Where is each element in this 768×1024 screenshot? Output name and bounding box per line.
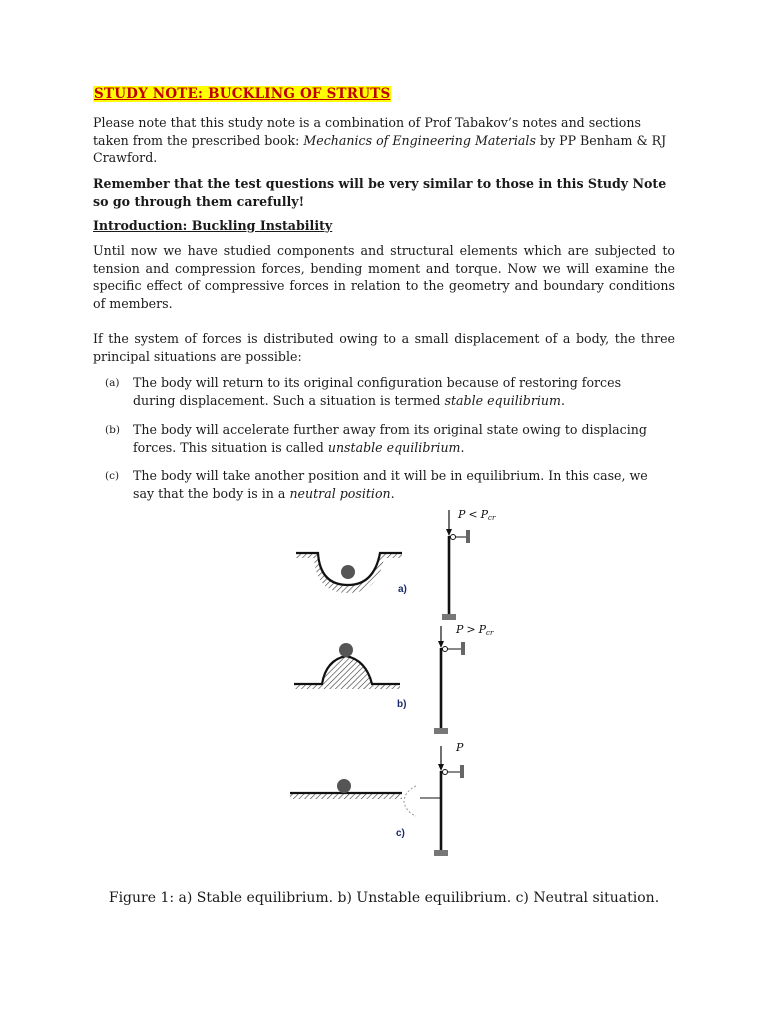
list-emph-a: stable equilibrium	[444, 392, 561, 408]
stable-ball	[341, 565, 355, 579]
stable-valley-diagram	[296, 553, 402, 593]
list-label-c: (c)	[105, 470, 120, 482]
list-emph-c: neutral position	[289, 485, 391, 501]
list-end-b: .	[460, 439, 465, 455]
book-title: Mechanics of Engineering Materials	[303, 132, 536, 148]
document-title: STUDY NOTE: BUCKLING OF STRUTS	[94, 86, 391, 102]
intro-text-2: by PP Benham & RJ Crawford.	[93, 132, 667, 165]
unstable-ball	[339, 643, 353, 657]
list-label-a: (a)	[105, 377, 120, 389]
list-text-a: The body will return to its original configuration because of restoring forces during displacement. Such a situation is termed	[133, 375, 622, 408]
list-end-a: .	[560, 392, 565, 408]
figure-label-a: a)	[398, 584, 407, 595]
column-b	[434, 626, 465, 734]
unstable-hill-diagram	[294, 643, 400, 689]
remember-note: Remember that the test questions will be very similar to those in this Study Note so go through them carefully!	[93, 176, 667, 209]
list-text-c: The body will take another position and it will be in equilibrium. In this case, we say that the body is in a	[133, 468, 648, 501]
figure-label-b: b)	[397, 699, 407, 710]
neutral-flat-diagram	[290, 779, 402, 799]
intro-text-1: Please note that this study note is a combination of Prof Tabakov’s notes and sections taken from the prescribed book:	[93, 115, 641, 148]
load-label-c: P	[456, 741, 464, 754]
paragraph-1: Until now we have studied components and structural elements which are subjected to tension and compression forces, bending moment and torque. Now we will examine the specific effect of compressive forces in relation to the geometry and boundary conditions of members.	[93, 243, 675, 311]
list-emph-b: unstable equilibrium	[327, 439, 461, 455]
load-label-b: P > Pcr	[456, 623, 494, 637]
figure-caption: Figure 1: a) Stable equilibrium. b) Unstable equilibrium. c) Neutral situation.	[108, 890, 660, 906]
section-heading: Introduction: Buckling Instability	[93, 218, 333, 233]
list-text-b: The body will accelerate further away from its original state owing to displacing forces. This situation is called	[133, 422, 647, 455]
list-label-b: (b)	[105, 424, 120, 436]
column-c	[404, 746, 464, 856]
paragraph-2: If the system of forces is distributed owing to a small displacement of a body, the three principal situations are possible:	[93, 331, 675, 364]
column-a	[442, 510, 470, 620]
load-label-a: P < Pcr	[458, 508, 496, 522]
list-end-c: .	[390, 485, 395, 501]
figure-label-c: c)	[396, 828, 405, 839]
neutral-ball	[337, 779, 351, 793]
